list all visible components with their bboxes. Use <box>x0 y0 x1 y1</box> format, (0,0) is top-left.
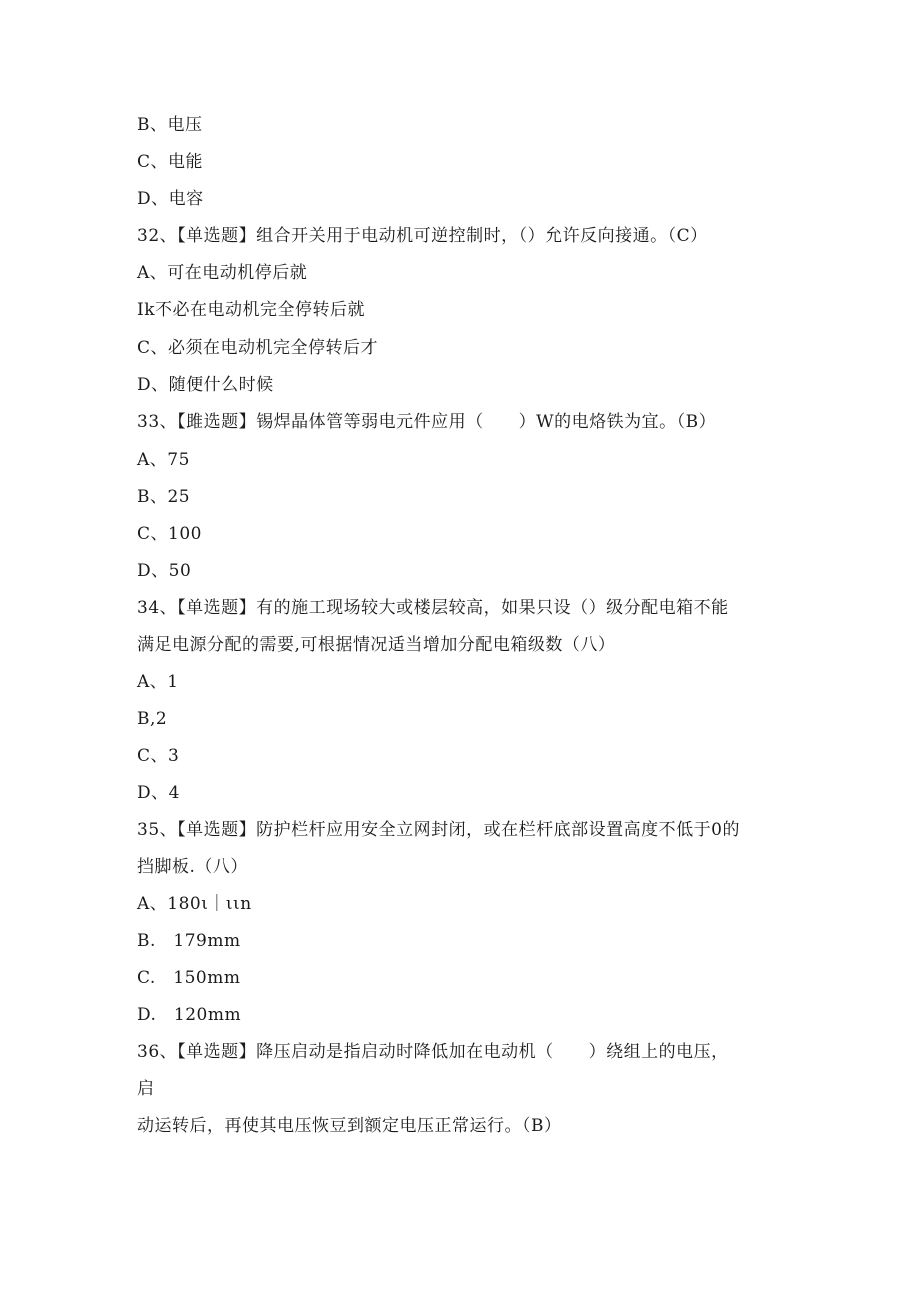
option-b-q34: B,2 <box>137 709 168 729</box>
option-d-q35: D. 120mm <box>137 1005 242 1025</box>
option-a-q33: A、75 <box>137 450 190 470</box>
option-d-q34: D、4 <box>137 783 180 803</box>
option-c-q35: C. 150mm <box>137 968 241 988</box>
option-b-q33: B、25 <box>137 487 191 507</box>
option-c-q32: C、必须在电动机完全停转后才 <box>137 338 379 358</box>
option-b-q31: B、电压 <box>137 115 203 135</box>
question-36-line-3: 动运转后，再使其电压恢豆到额定电压正常运行。（B） <box>137 1116 562 1136</box>
question-33: 33、【雎选题】锡焊晶体管等弱电元件应用（ ）W的电烙铁为宜。（B） <box>137 412 717 432</box>
option-b-q32: Ik不必在电动机完全停转后就 <box>137 300 366 320</box>
question-34-line-1: 34、【单选题】有的施工现场较大或楼层较高，如果只设（）级分配电箱不能 <box>137 598 729 618</box>
option-a-q32: A、可在电动机停后就 <box>137 263 308 283</box>
option-d-q31: D、电容 <box>137 189 204 209</box>
option-a-q34: A、1 <box>137 672 179 692</box>
option-c-q33: C、100 <box>137 524 202 544</box>
option-d-q33: D、50 <box>137 561 192 581</box>
option-b-q35: B. 179mm <box>137 931 241 951</box>
option-a-q35: A、180ι｜ιιn <box>137 894 252 914</box>
question-35-line-2: 挡脚板.（八） <box>137 857 248 877</box>
option-d-q32: D、随便什么时候 <box>137 375 274 395</box>
question-36-line-2: 启 <box>137 1079 155 1099</box>
question-32: 32、【单选题】组合开关用于电动机可逆控制时，（）允许反向接通。（C） <box>137 226 708 246</box>
question-34-line-2: 满足电源分配的需要,可根据情况适当增加分配电箱级数（八） <box>137 635 616 655</box>
question-36-line-1: 36、【单选题】降压启动是指启动时降低加在电动机（ ）绕组上的电压， <box>137 1042 729 1062</box>
option-c-q34: C、3 <box>137 746 180 766</box>
option-c-q31: C、电能 <box>137 152 204 172</box>
question-35-line-1: 35、【单选题】防护栏杆应用安全立网封闭，或在栏杆底部设置高度不低于0的 <box>137 820 740 840</box>
